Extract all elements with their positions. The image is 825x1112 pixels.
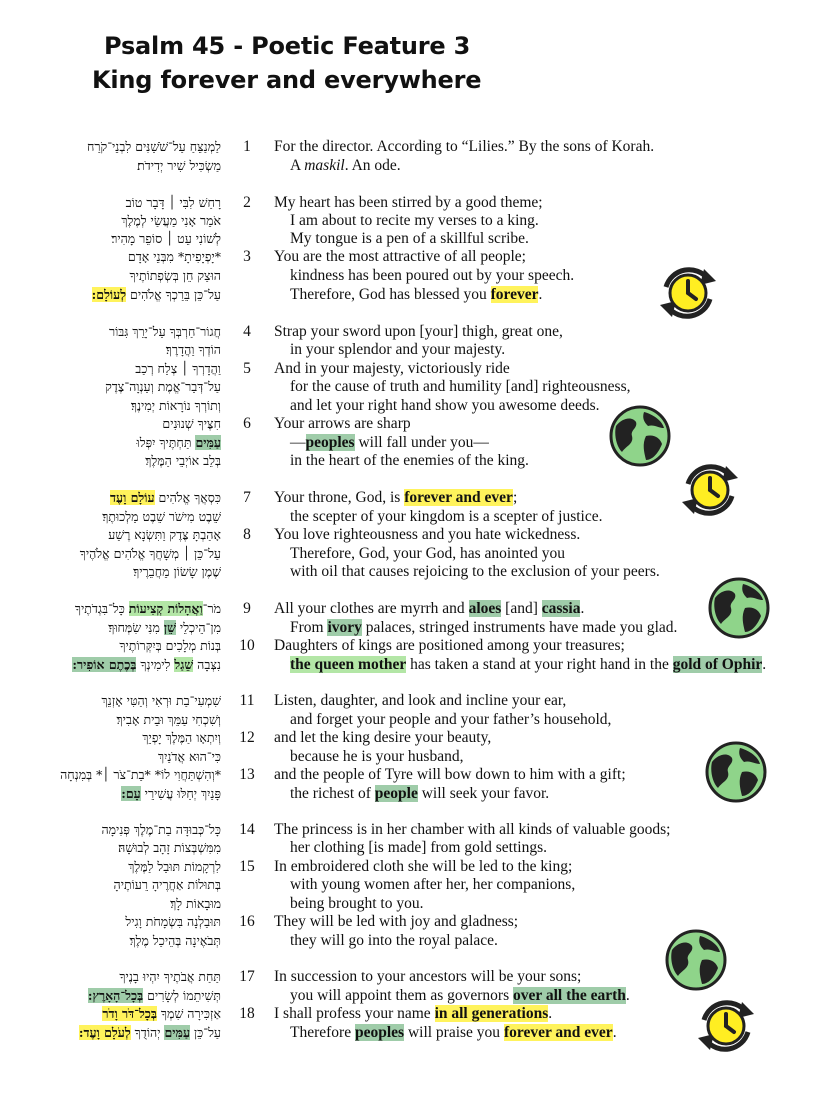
verse-number: 1 — [243, 138, 251, 155]
english-segment: All your clothes are myrrh and — [274, 600, 469, 617]
verse-line — [0, 544, 825, 563]
verse-number: 17 — [239, 968, 255, 985]
highlighted-phrase: gold of Ophir — [672, 656, 763, 673]
english-segment: I shall profess your name — [274, 1005, 435, 1022]
english-text — [290, 986, 630, 1005]
hebrew-text: בְּנוֹת מְלָכִים בְּיִקְּרוֹתֶיךָ — [119, 638, 221, 653]
highlighted-phrase: עַמִּים — [195, 435, 221, 450]
hebrew-text — [79, 1023, 221, 1042]
verse-line — [0, 156, 825, 175]
hebrew-segment: עַל־כֵּן — [190, 1025, 221, 1040]
english-text: For the director. According to “Lilies.” By the sons of Korah. — [274, 138, 655, 155]
english-text: in your splendor and your majesty. — [290, 341, 506, 358]
verse-line — [0, 340, 825, 359]
english-text — [290, 285, 542, 304]
hebrew-segment: כִּסְאֲךָ אֱלֹהִים — [154, 490, 221, 505]
hebrew-text: הוּצַק חֵן בְּשְׂפְתוֹתֶיךָ — [129, 268, 221, 283]
verse-number: 2 — [243, 194, 251, 211]
english-text: You are the most attractive of all people; — [274, 248, 526, 265]
verse-number: 11 — [239, 692, 255, 709]
hebrew-text: לְשׁוֹנִי עֵט ׀ סוֹפֵר מָהִיר׃ — [111, 231, 221, 246]
english-text — [290, 433, 489, 452]
english-segment: — — [290, 434, 306, 451]
hebrew-segment: נִצְּבָה — [193, 657, 221, 672]
english-text: In embroidered cloth she will be led to the king; — [274, 858, 573, 875]
verse-number: 10 — [239, 637, 255, 654]
page-title: Psalm 45 - Poetic Feature 3 — [104, 32, 471, 60]
hebrew-text: וַהֲדָרְךָ ׀ צְלַח רְכַב — [135, 361, 221, 376]
english-text: In succession to your ancestors will be your sons; — [274, 968, 582, 985]
verse-number: 13 — [239, 766, 255, 783]
verse-line — [0, 599, 825, 618]
english-text — [290, 655, 766, 674]
hebrew-text: וְשִׁכְחִי עַמֵּךְ וּבֵית אָבִיךְ׃ — [116, 712, 221, 727]
verse-line — [0, 875, 825, 894]
verse-line — [0, 377, 825, 396]
verse-line — [0, 193, 825, 212]
page-subtitle: King forever and everywhere — [92, 66, 482, 94]
clock-icon — [694, 994, 758, 1058]
highlighted-phrase: שֵׁן — [163, 620, 176, 635]
english-text: Your arrows are sharp — [274, 415, 411, 432]
verse-line — [0, 655, 825, 674]
english-text: because he is your husband, — [290, 748, 464, 765]
verse-line — [0, 414, 825, 433]
hebrew-segment: כָּל־בִּגְדֹתֶיךָ — [74, 601, 129, 616]
hebrew-text: תּוּבַלְנָה בִּשְׂמָחֹת וָגִיל — [125, 914, 221, 929]
verse-number: 12 — [239, 729, 255, 746]
clock-icon — [678, 458, 742, 522]
verse-line — [0, 728, 825, 747]
verse-number: 15 — [239, 858, 255, 875]
hebrew-segment: אַזְכִּירָה שִׁמְךָ — [156, 1006, 221, 1021]
highlighted-phrase: בְּכֶתֶם אוֹפִיר: — [72, 657, 137, 672]
english-segment: ; — [512, 489, 518, 506]
hebrew-segment: מֹר־ — [202, 601, 221, 616]
english-text: The princess is in her chamber with all kinds of valuable goods; — [274, 821, 671, 838]
english-segment: . — [762, 656, 767, 673]
english-segment: the richest of — [290, 785, 375, 802]
verse-line — [0, 636, 825, 655]
verse-line — [0, 765, 825, 784]
verse-line — [0, 618, 825, 637]
english-text: My heart has been stirred by a good theme; — [274, 194, 543, 211]
highlighted-phrase: people — [374, 785, 418, 802]
hebrew-text: מוּבָאוֹת לָךְ׃ — [170, 896, 221, 911]
verse-number: 5 — [243, 360, 251, 377]
highlighted-phrase: over all the earth — [513, 987, 626, 1004]
verse-line — [0, 894, 825, 913]
highlighted-phrase: forever and ever — [404, 489, 513, 506]
english-text: the scepter of your kingdom is a scepter of justice. — [290, 508, 603, 525]
highlighted-phrase: עַמִּים — [164, 1025, 191, 1040]
verse-line — [0, 433, 825, 452]
english-segment: . — [612, 1024, 617, 1041]
english-segment: . — [538, 286, 543, 303]
english-segment: has taken a stand at your right hand in the — [406, 656, 673, 673]
hebrew-text: תַּחַת אֲבֹתֶיךָ יִהְיוּ בָנֶיךָ — [119, 969, 221, 984]
verse-line — [0, 229, 825, 248]
verse-line — [0, 747, 825, 766]
verse-line — [0, 359, 825, 378]
highlighted-phrase: aloes — [468, 600, 502, 617]
english-segment: will seek your favor. — [417, 785, 550, 802]
hebrew-text: עַל־כֵּן ׀ מְשָׁחֲךָ אֱלֹהִים אֱלֹהֶיךָ — [79, 546, 221, 561]
english-text: for the cause of truth and humility [and] righteousness, — [290, 378, 631, 395]
english-text — [274, 599, 584, 618]
english-text: kindness has been poured out by your speech. — [290, 267, 575, 284]
hebrew-text: הוֹדְךָ וַהֲדָרֶךָ׃ — [165, 342, 221, 357]
verse-number: 9 — [243, 600, 251, 617]
verse-line — [0, 211, 825, 230]
hebrew-text: *יָפְיָפִיתָ* מִבְּנֵי אָדָם — [127, 249, 221, 264]
english-text: I am about to recite my verses to a king. — [290, 212, 539, 229]
english-segment: . — [580, 600, 585, 617]
hebrew-text: מִמִּשְׁבְּצוֹת זָהָב לְבוּשָׁהּ׃ — [118, 840, 221, 855]
verse-number: 6 — [243, 415, 251, 432]
hebrew-text: וְתוֹרְךָ נוֹרָאוֹת יְמִינֶךָ׃ — [130, 398, 221, 413]
highlighted-phrase: forever and ever — [503, 1024, 613, 1041]
verse-number: 7 — [243, 489, 251, 506]
hebrew-text: *וְהִשְׁתַּחֲוִי לוֹ* *בַת־צֹר ׀* בְּמִנְחָה — [60, 767, 221, 782]
hebrew-text — [110, 488, 221, 507]
hebrew-text: וְיִתְאָו הַמֶּלֶךְ יָפְיֵךְ — [142, 730, 221, 745]
verse-line — [0, 691, 825, 710]
hebrew-text: לִרְקָמוֹת תּוּבַל לַמֶּלֶךְ — [128, 859, 221, 874]
verse-line — [0, 710, 825, 729]
hebrew-text: בְּלֵב אוֹיְבֵי הַמֶּלֶךְ׃ — [145, 453, 221, 468]
english-segment: palaces, stringed instruments have made you glad. — [361, 619, 678, 636]
highlighted-phrase: בְּכָל־הָאָרֶץ: — [87, 988, 144, 1003]
highlighted-phrase: the queen mother — [290, 656, 407, 673]
english-segment: . — [625, 987, 630, 1004]
hebrew-text: רָחַשׁ לִבִּי ׀ דָּבָר טוֹב — [125, 195, 221, 210]
english-text — [290, 618, 677, 637]
clock-icon — [656, 261, 720, 325]
english-text: and let the king desire your beauty, — [274, 729, 492, 746]
globe-icon — [704, 740, 768, 804]
highlighted-phrase: עָם: — [121, 786, 141, 801]
hebrew-text — [72, 655, 221, 674]
english-text: And in your majesty, victoriously ride — [274, 360, 510, 377]
english-text: her clothing [is made] from gold settings. — [290, 839, 547, 856]
english-text: they will go into the royal palace. — [290, 932, 498, 949]
english-text — [274, 1004, 552, 1023]
english-segment: will praise you — [404, 1024, 504, 1041]
highlighted-phrase: עוֹלָם וָעֶד — [110, 490, 155, 505]
hebrew-text — [88, 986, 221, 1005]
hebrew-text — [137, 433, 221, 452]
verse-number: 14 — [239, 821, 255, 838]
hebrew-text — [121, 784, 221, 803]
verse-line — [0, 784, 825, 803]
hebrew-text: שֵׁבֶט מִישֹׁר שֵׁבֶט מַלְכוּתֶךָ׃ — [102, 509, 221, 524]
hebrew-text: תְּבֹאֶינָה בְּהֵיכַל מֶלֶךְ׃ — [129, 933, 221, 948]
hebrew-text: מַשְׂכִּיל שִׁיר יְדִידֹת׃ — [137, 158, 221, 173]
highlighted-phrase: in all generations — [434, 1005, 549, 1022]
hebrew-text: חִצֶּיךָ שְׁנוּנִים — [162, 416, 221, 431]
hebrew-text: עַל־דְּבַר־אֱמֶת וְעַנְוָה־צֶדֶק — [105, 379, 221, 394]
hebrew-text — [92, 285, 221, 304]
verse-number: 4 — [243, 323, 251, 340]
hebrew-text: אָהַבְתָּ צֶּדֶק וַתִּשְׂנָא רֶשַׁע — [108, 527, 221, 542]
english-text: Therefore, God, your God, has anointed you — [290, 545, 566, 562]
english-text: being brought to you. — [290, 895, 424, 912]
highlighted-phrase: peoples — [354, 1024, 405, 1041]
hebrew-segment: תְּשִׁיתֵמוֹ לְשָׂרִים — [143, 988, 221, 1003]
english-text: My tongue is a pen of a skillful scribe. — [290, 230, 529, 247]
hebrew-text: לַמְנַצֵּחַ עַל־שֹׁשַׁנִּים לִבְנֵי־קֹרַח — [87, 139, 221, 154]
hebrew-text: שֶׁמֶן שָׂשׂוֹן מֵחֲבֵרֶיךָ׃ — [133, 564, 221, 579]
hebrew-text — [102, 1004, 221, 1023]
hebrew-segment: לִימִינְךָ — [136, 657, 175, 672]
highlighted-phrase: ivory — [327, 619, 362, 636]
verse-line — [0, 838, 825, 857]
highlighted-phrase: forever — [490, 286, 539, 303]
highlighted-phrase: וַאֲהָלוֹת קְצִיעוֹת — [128, 601, 203, 616]
english-text: Strap your sword upon [your] thigh, great one, — [274, 323, 563, 340]
english-segment: [and] — [501, 600, 542, 617]
hebrew-segment: תַּחְתֶּיךָ יִפְּלוּ — [136, 435, 196, 450]
english-text: with young women after her, her companions, — [290, 876, 576, 893]
highlighted-phrase: לְעֹלָם וָעֶד: — [78, 1025, 131, 1040]
verse-number: 8 — [243, 526, 251, 543]
english-text: and the people of Tyre will bow down to him with a gift; — [274, 766, 626, 783]
hebrew-segment: מִנִּי שִׂמְּחוּךָ׃ — [108, 620, 164, 635]
hebrew-text — [108, 618, 221, 637]
english-segment: you will appoint them as governors — [290, 987, 513, 1004]
english-text: Daughters of kings are positioned among your treasures; — [274, 637, 625, 654]
highlighted-phrase: peoples — [305, 434, 355, 451]
italic-term: maskil — [304, 157, 345, 174]
english-segment: A — [290, 157, 305, 174]
hebrew-text — [75, 599, 221, 618]
hebrew-text: שִׁמְעִי־בַת וּרְאִי וְהַטִּי אָזְנֵךְ — [101, 693, 221, 708]
highlighted-phrase: לְעוֹלָם: — [91, 287, 127, 302]
highlighted-phrase: cassia — [541, 600, 581, 617]
hebrew-text: חֲגוֹר־חַרְבְּךָ עַל־יָרֵךְ גִּבּוֹר — [108, 324, 221, 339]
english-text: in the heart of the enemies of the king. — [290, 452, 529, 469]
highlighted-phrase: שֵׁגַל — [174, 657, 194, 672]
hebrew-text: כָּל־כְּבוּדָּה בַת־מֶלֶךְ פְּנִימָה — [101, 822, 221, 837]
english-text — [274, 488, 517, 507]
hebrew-segment: יְהוֹדֻךָ — [130, 1025, 165, 1040]
english-text: You love righteousness and you hate wickedness. — [274, 526, 581, 543]
english-segment: Your throne, God, is — [274, 489, 405, 506]
english-segment: Therefore, God has blessed you — [290, 286, 491, 303]
verse-line — [0, 857, 825, 876]
english-text — [290, 784, 549, 803]
english-segment: Therefore — [290, 1024, 355, 1041]
verse-line — [0, 137, 825, 156]
english-segment: will fall under you— — [354, 434, 489, 451]
verse-number: 3 — [243, 248, 251, 265]
english-segment: From — [290, 619, 328, 636]
hebrew-text: כִּי־הוּא אֲדֹנַיִךְ — [157, 749, 221, 764]
globe-icon — [707, 576, 771, 640]
english-text — [290, 1023, 617, 1042]
highlighted-phrase: בְּכָל־דֹּר וָדֹר — [102, 1006, 157, 1021]
english-text — [290, 156, 401, 175]
verse-number: 18 — [239, 1005, 255, 1022]
english-segment: . An ode. — [344, 157, 401, 174]
hebrew-text: בְּתוּלוֹת אַחֲרֶיהָ רֵעוֹתֶיהָ — [113, 877, 221, 892]
verse-line — [0, 525, 825, 544]
hebrew-segment: מִן־הֵיכְלֵי — [175, 620, 221, 635]
hebrew-text: אֹמֵר אָנִי מַעֲשַׂי לְמֶלֶךְ — [121, 213, 221, 228]
verse-line — [0, 562, 825, 581]
english-text: and forget your people and your father’s household, — [290, 711, 612, 728]
english-text: and let your right hand show you awesome deeds. — [290, 397, 600, 414]
hebrew-segment: עַל־כֵּן בֵּרַכְךָ אֱלֹהִים — [126, 287, 221, 302]
english-text: Listen, daughter, and look and incline your ear, — [274, 692, 567, 709]
english-segment: . — [548, 1005, 553, 1022]
verse-number: 16 — [239, 913, 255, 930]
hebrew-segment: פָּנַיִךְ יְחַלּוּ עֲשִׁירֵי — [140, 786, 221, 801]
globe-icon — [608, 404, 672, 468]
english-text: with oil that causes rejoicing to the exclusion of your peers. — [290, 563, 660, 580]
english-text: They will be led with joy and gladness; — [274, 913, 519, 930]
verse-line — [0, 820, 825, 839]
globe-icon — [664, 928, 728, 992]
verse-line — [0, 396, 825, 415]
